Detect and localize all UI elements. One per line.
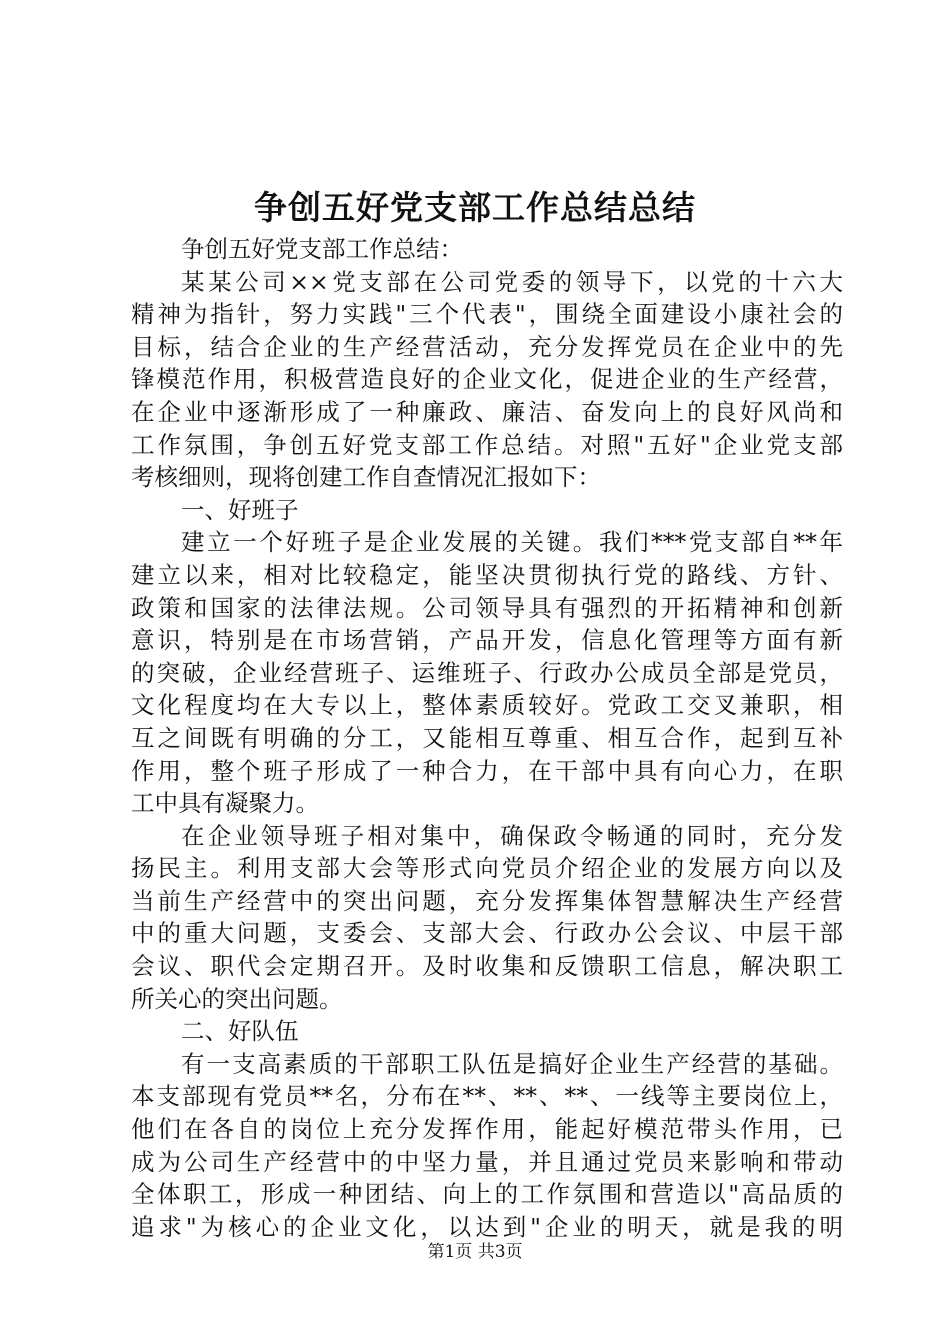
body-line: 扬民主。利用支部大会等形式向党员介绍企业的发展方向以及 xyxy=(131,854,843,883)
body-line: 精神为指针，努力实践"三个代表"，围绕全面建设小康社会的 xyxy=(131,300,843,329)
body-line: 的突破，企业经营班子、运维班子、行政办公成员全部是党员， xyxy=(131,658,843,687)
body-line: 工作氛围，争创五好党支部工作总结。对照"五好"企业党支部 xyxy=(131,430,843,459)
body-line: 有一支高素质的干部职工队伍是搞好企业生产经营的基础。 xyxy=(181,1049,843,1078)
body-line: 目标，结合企业的生产经营活动，充分发挥党员在企业中的先 xyxy=(131,332,843,361)
body-line: 某某公司××党支部在公司党委的领导下，以党的十六大 xyxy=(181,267,843,296)
body-line: 文化程度均在大专以上，整体素质较好。党政工交叉兼职，相 xyxy=(131,691,843,720)
body-line: 所关心的突出问题。 xyxy=(131,984,343,1013)
body-line: 当前生产经营中的突出问题，充分发挥集体智慧解决生产经营 xyxy=(131,886,843,915)
body-line: 在企业中逐渐形成了一种廉政、廉洁、奋发向上的良好风尚和 xyxy=(131,397,843,426)
body-line: 互之间既有明确的分工，又能相互尊重、相互合作，起到互补 xyxy=(131,723,843,752)
body-line: 建立一个好班子是企业发展的关键。我们***党支部自**年 xyxy=(181,528,843,557)
body-line: 在企业领导班子相对集中，确保政令畅通的同时，充分发 xyxy=(181,821,843,850)
body-line: 作用，整个班子形成了一种合力，在干部中具有向心力，在职 xyxy=(131,756,843,785)
body-line: 政策和国家的法律法规。公司领导具有强烈的开拓精神和创新 xyxy=(131,593,843,622)
body-line: 工中具有凝聚力。 xyxy=(131,789,319,818)
body-line: 会议、职代会定期召开。及时收集和反馈职工信息，解决职工 xyxy=(131,952,843,981)
document-title: 争创五好党支部工作总结总结 xyxy=(254,188,696,227)
body-line: 本支部现有党员**名，分布在**、**、**、一线等主要岗位上， xyxy=(131,1082,843,1111)
body-line: 成为公司生产经营中的中坚力量，并且通过党员来影响和带动 xyxy=(131,1147,843,1176)
body-line: 追求"为核心的企业文化，以达到"企业的明天，就是我的明 xyxy=(131,1212,843,1241)
body-line: 他们在各自的岗位上充分发挥作用，能起好模范带头作用，已 xyxy=(131,1115,843,1144)
body-line: 意识，特别是在市场营销，产品开发，信息化管理等方面有新 xyxy=(131,626,843,655)
body-line: 考核细则，现将创建工作自查情况汇报如下： xyxy=(131,463,601,492)
body-line: 全体职工，形成一种团结、向上的工作氛围和营造以"高品质的 xyxy=(131,1180,843,1209)
body-line: 中的重大问题，支委会、支部大会、行政办公会议、中层干部 xyxy=(131,919,843,948)
body-line: 争创五好党支部工作总结： xyxy=(181,235,463,263)
body-line: 二、好队伍 xyxy=(181,1017,299,1046)
body-line: 建立以来，相对比较稳定，能坚决贯彻执行党的路线、方针、 xyxy=(131,560,843,589)
page-footer: 第1页 共3页 xyxy=(427,1242,523,1262)
document-body xyxy=(131,233,843,1243)
body-line: 锋模范作用，积极营造良好的企业文化，促进企业的生产经营， xyxy=(131,365,843,394)
body-line: 一、好班子 xyxy=(181,495,299,524)
